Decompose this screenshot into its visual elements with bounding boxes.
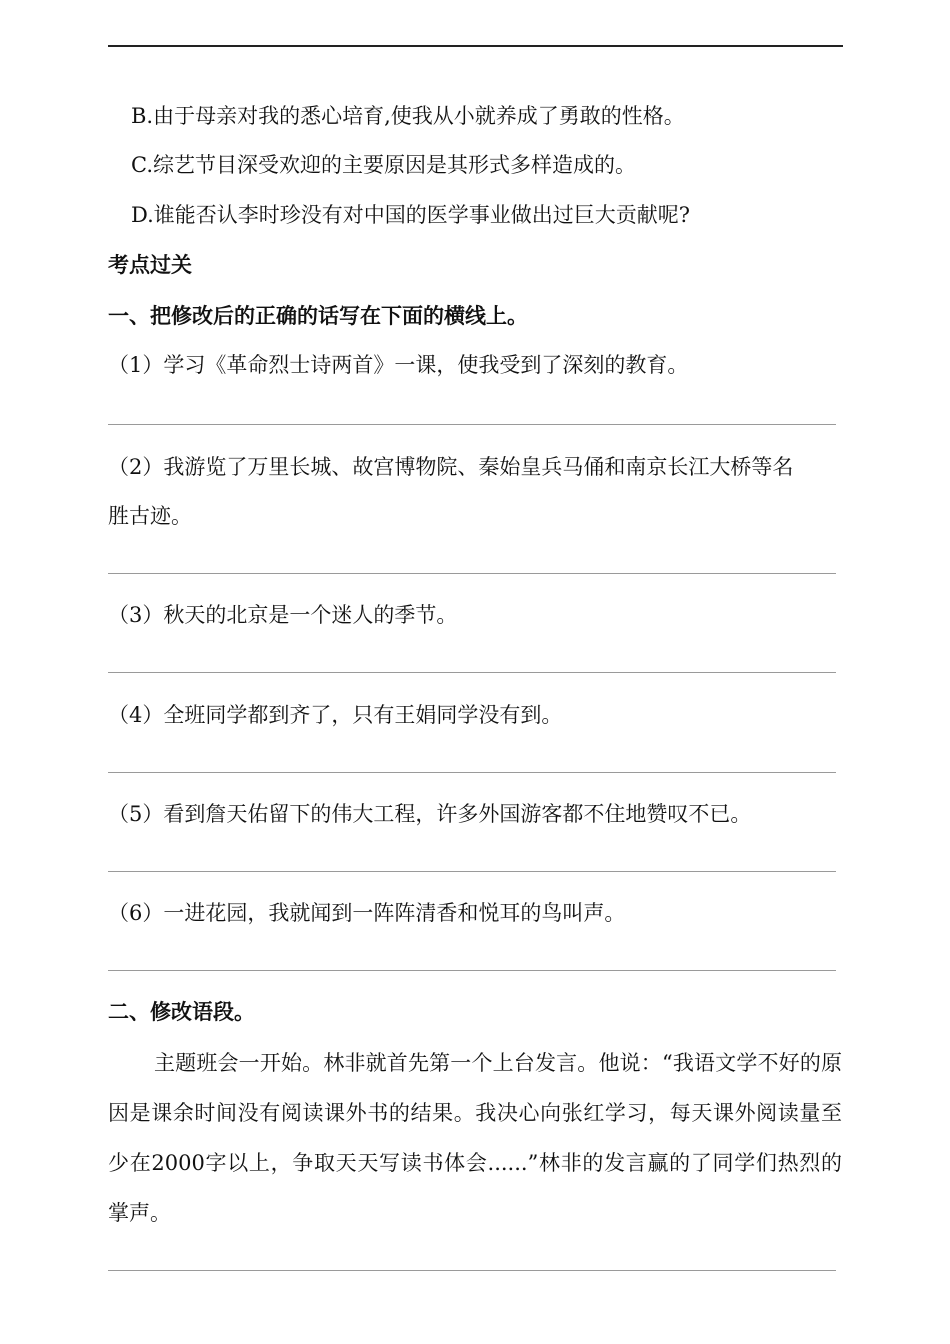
question-item-3: （3）秋天的北京是一个迷人的季节。 (108, 603, 458, 627)
question-item-6: （6）一进花园，我就闻到一阵阵清香和悦耳的鸟叫声。 (108, 901, 626, 925)
question-item-2-continued: 胜古迹。 (108, 504, 192, 528)
answer-line-2[interactable] (108, 573, 836, 574)
answer-line-6[interactable] (108, 970, 836, 971)
question-item-4: （4）全班同学都到齐了，只有王娟同学没有到。 (108, 703, 563, 727)
option-d: D.谁能否认李时珍没有对中国的医学事业做出过巨大贡献呢? (131, 203, 691, 227)
answer-line-passage[interactable] (108, 1270, 836, 1271)
part-two-title: 二、修改语段。 (108, 1000, 255, 1024)
answer-line-5[interactable] (108, 871, 836, 872)
answer-line-3[interactable] (108, 672, 836, 673)
option-c: C.综艺节目深受欢迎的主要原因是其形式多样造成的。 (131, 153, 636, 177)
question-item-5: （5）看到詹天佑留下的伟大工程，许多外国游客都不住地赞叹不已。 (108, 802, 752, 826)
section-heading: 考点过关 (108, 253, 192, 277)
question-item-2: （2）我游览了万里长城、故宫博物院、秦始皇兵马俑和南京长江大桥等名 (108, 455, 794, 479)
passage-paragraph: 主题班会一开始。林非就首先第一个上台发言。他说：“我语文学不好的原因是课余时间没有阅读课外书的结果。我决心向张红学习，每天课外阅读量至少在2000字以上，争取天天写读书体会......”林非的发言赢的了同学们热烈的掌声。 (108, 1051, 842, 1225)
question-item-1: （1）学习《革命烈士诗两首》一课，使我受到了深刻的教育。 (108, 353, 689, 377)
answer-line-1[interactable] (108, 424, 836, 425)
header-rule (108, 45, 843, 47)
part-one-title: 一、把修改后的正确的话写在下面的横线上。 (108, 304, 528, 328)
option-b: B.由于母亲对我的悉心培育,使我从小就养成了勇敢的性格。 (131, 104, 685, 128)
answer-line-4[interactable] (108, 772, 836, 773)
